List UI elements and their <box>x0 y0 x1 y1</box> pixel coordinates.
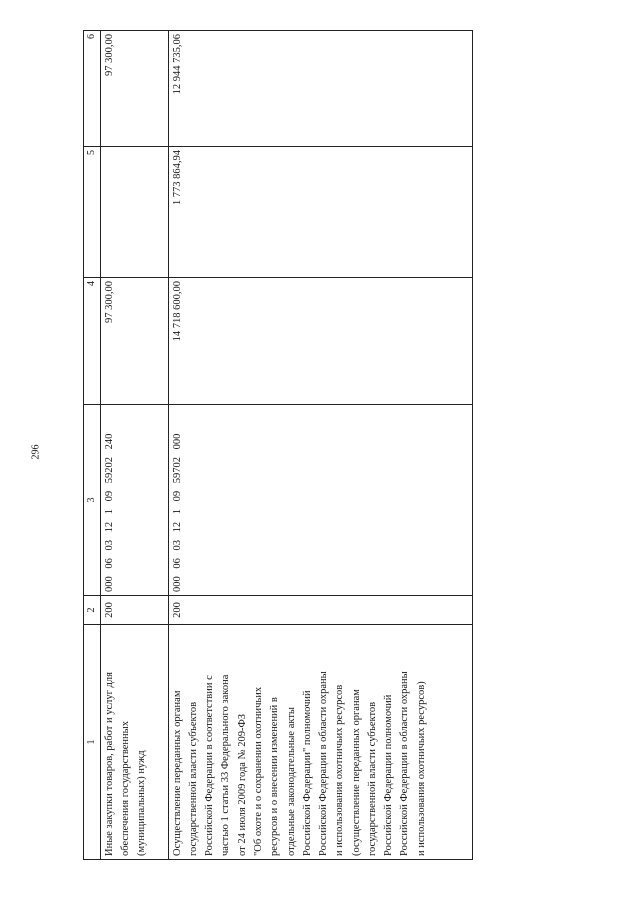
row-code: 200 <box>168 596 472 625</box>
row-name: Осуществление переданных органам государственной власти субъектов Российской Федерации в соответствии с частью 1 статьи 33 Федерального закона от 24 июля 2009 года № 209-ФЗ "Об охоте и о сохранении охотничьих ресурсов и о внесении изменений в отдельные законодательные акты Российской Федерации" полномочий Российской Федерации в области охраны и использования охотничьих ресурсов (осуществление переданных органам государственной власти субъектов Российской Федерации полномочий Российской Федерации в области охраны и использования охотничьих ресурсов) <box>168 625 472 860</box>
header-col-3: 3 <box>84 405 101 596</box>
row-col6: 12 944 735,06 <box>168 31 472 147</box>
row-code: 200 <box>100 596 168 625</box>
budget-table <box>83 30 473 860</box>
header-col-4: 4 <box>84 278 101 405</box>
row-name: Иные закупки товаров, работ и услуг для обеспечения государственных (муниципальных) нужд <box>100 625 168 860</box>
row-col4: 14 718 600,00 <box>168 278 472 405</box>
row-col5: 1 773 864,94 <box>168 147 472 278</box>
row-col6: 97 300,00 <box>100 31 168 147</box>
budget-table-wrapper <box>83 30 473 860</box>
header-col-5: 5 <box>84 147 101 278</box>
header-col-1: 1 <box>84 625 101 860</box>
header-col-6: 6 <box>84 31 101 147</box>
table-row <box>100 31 168 860</box>
row-col4: 97 300,00 <box>100 278 168 405</box>
row-col5 <box>100 147 168 278</box>
row-classification: 000 06 03 12 1 09 59202 240 <box>100 405 168 596</box>
page-number: 296 <box>30 444 42 460</box>
row-classification: 000 06 03 12 1 09 59702 000 <box>168 405 472 596</box>
table-row <box>168 31 472 860</box>
header-col-2: 2 <box>84 596 101 625</box>
header-row <box>84 31 101 860</box>
